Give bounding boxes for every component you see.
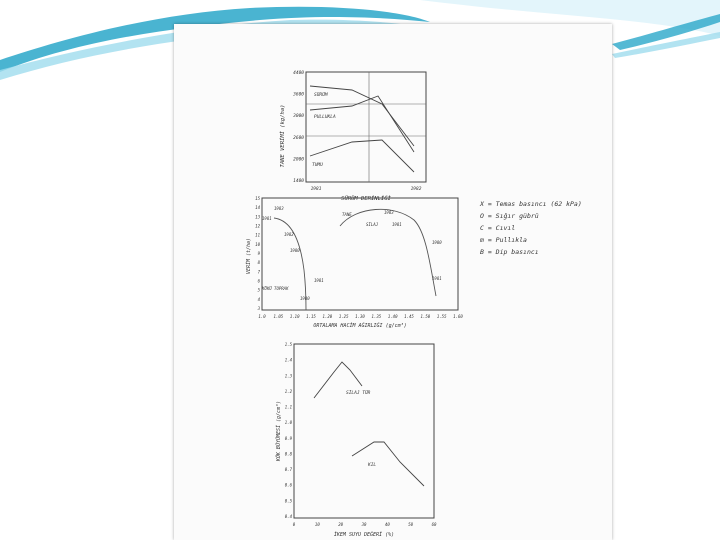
x-tick-label: 20 <box>338 522 344 527</box>
chart-3-root-growth <box>274 336 444 540</box>
y-tick-label: 10 <box>255 241 260 247</box>
y-axis-label: TANE VERİMİ (kg/ha) <box>280 104 286 168</box>
x-tick-label: 1.20 <box>322 314 333 319</box>
annotation: 1981 <box>314 278 324 283</box>
y-tick-label: 1.5 <box>284 342 292 347</box>
legend-line: X = Temas basıncı (62 kPa) <box>480 200 582 208</box>
plot-frame <box>262 198 458 310</box>
x-tick-label: 1981 <box>310 187 322 192</box>
x-tick-label: 1982 <box>410 187 422 192</box>
chart-1-tillage-yield <box>274 66 454 206</box>
y-tick-label: 6 <box>257 278 260 284</box>
y-axis-label: KÖK BÜYÜMESİ (g/cm³) <box>276 400 282 462</box>
x-tick-label: 1.05 <box>273 314 284 319</box>
x-tick-label: 1.25 <box>338 314 349 319</box>
x-tick-label: 1.15 <box>306 314 316 319</box>
x-tick-label: 30 <box>361 522 367 527</box>
x-tick-label: 1.35 <box>371 314 382 319</box>
y-tick-label: 1.3 <box>284 373 292 379</box>
x-tick-label: 1.60 <box>453 314 463 319</box>
annotation: 1982 <box>284 232 294 237</box>
x-tick-labels <box>293 522 437 527</box>
y-tick-label: 0.5 <box>284 498 292 504</box>
curve-right <box>340 209 436 296</box>
scanned-document-page <box>174 24 612 540</box>
x-tick-label: 1.0 <box>258 314 266 319</box>
y-tick-label: 4400 <box>293 71 304 76</box>
annotation: 1981 <box>262 216 272 221</box>
x-tick-label: 50 <box>408 522 414 527</box>
x-tick-label: 1.10 <box>289 314 300 319</box>
series-line <box>352 442 424 486</box>
y-tick-label: 0.8 <box>284 451 292 457</box>
y-tick-label: 0.4 <box>284 514 292 519</box>
annotation: 1981 <box>392 222 402 227</box>
y-tick-label: 3 <box>257 306 260 311</box>
x-tick-label: 1.40 <box>387 314 398 319</box>
y-tick-label: 3600 <box>293 92 304 98</box>
y-tick-label: 0.6 <box>284 482 292 488</box>
x-axis-label: ORTALAMA HACİM AĞIRLIĞI (g/cm³) <box>313 323 407 329</box>
y-tick-label: 14 <box>255 205 260 211</box>
y-tick-label: 15 <box>255 196 260 201</box>
plot-frame <box>294 344 434 518</box>
annotation: 1980 <box>300 296 310 301</box>
y-tick-label: 8 <box>257 260 260 266</box>
series-label: TUMU <box>312 163 323 168</box>
y-tick-label: 9 <box>257 251 260 256</box>
annotation: 1980 <box>290 248 300 253</box>
annotation: 1983 <box>274 206 284 211</box>
series-label: SÜRÜM <box>314 93 328 98</box>
annotation: 1983 <box>384 210 394 215</box>
y-tick-labels <box>292 70 304 184</box>
x-tick-label: 40 <box>384 522 390 527</box>
x-tick-label: 10 <box>314 522 320 527</box>
y-tick-label: 0.7 <box>284 467 292 473</box>
legend-line: m = Pullıkla <box>480 236 527 244</box>
y-tick-label: 1.4 <box>284 357 292 363</box>
chart-2-bulk-density-yield <box>244 190 464 338</box>
series-line <box>310 96 414 152</box>
y-tick-label: 4 <box>257 296 260 302</box>
y-tick-label: 13 <box>255 214 260 220</box>
y-tick-label: 0.9 <box>284 435 292 441</box>
x-axis-label: SÜRÜM DERİNLİĞİ <box>341 196 391 202</box>
x-tick-label: 1.50 <box>420 314 431 319</box>
series-label: KIL <box>368 463 377 468</box>
legend-line: O = Sığır gübrü <box>480 212 539 220</box>
x-tick-label: 0 <box>292 522 296 527</box>
y-tick-label: 3000 <box>293 114 304 120</box>
annotation: 1980 <box>432 240 442 245</box>
y-tick-label: 7 <box>257 269 260 275</box>
y-tick-label: 11 <box>255 232 260 238</box>
y-tick-label: 2600 <box>293 135 304 141</box>
y-tick-label: 5 <box>257 287 260 293</box>
y-tick-label: 12 <box>255 223 260 229</box>
x-tick-label: 60 <box>431 522 437 527</box>
y-axis-label: VERİM (t/ha) <box>246 237 252 275</box>
y-tick-label: 1.0 <box>284 420 292 426</box>
y-tick-labels <box>285 342 293 519</box>
annotation: 1981 <box>432 276 442 281</box>
x-tick-label: 1.30 <box>355 314 365 319</box>
annotations <box>261 206 442 301</box>
y-tick-label: 1400 <box>293 179 304 184</box>
x-axis-label: İKEM SUYU DEĞERİ (%) <box>333 532 395 538</box>
series-label: PULLUKLA <box>314 115 336 120</box>
annotation: KÖKÜ TOPRAK <box>262 286 289 291</box>
series-line <box>310 140 414 172</box>
y-tick-label: 2000 <box>293 157 304 163</box>
series-label: SİLAJ TÜR <box>346 391 371 396</box>
y-tick-label: 1.1 <box>284 404 292 410</box>
legend-line: C = Cıvıl <box>480 224 516 232</box>
annotation: SİLAJ <box>366 222 379 227</box>
annotation: TANE <box>342 212 352 217</box>
x-tick-label: 1.55 <box>436 314 447 319</box>
y-tick-labels <box>255 196 260 311</box>
y-tick-label: 1.2 <box>284 388 292 394</box>
legend-line: B = Dip basıncı <box>480 248 539 256</box>
x-tick-label: 1.45 <box>404 314 414 319</box>
x-tick-labels <box>258 314 463 319</box>
